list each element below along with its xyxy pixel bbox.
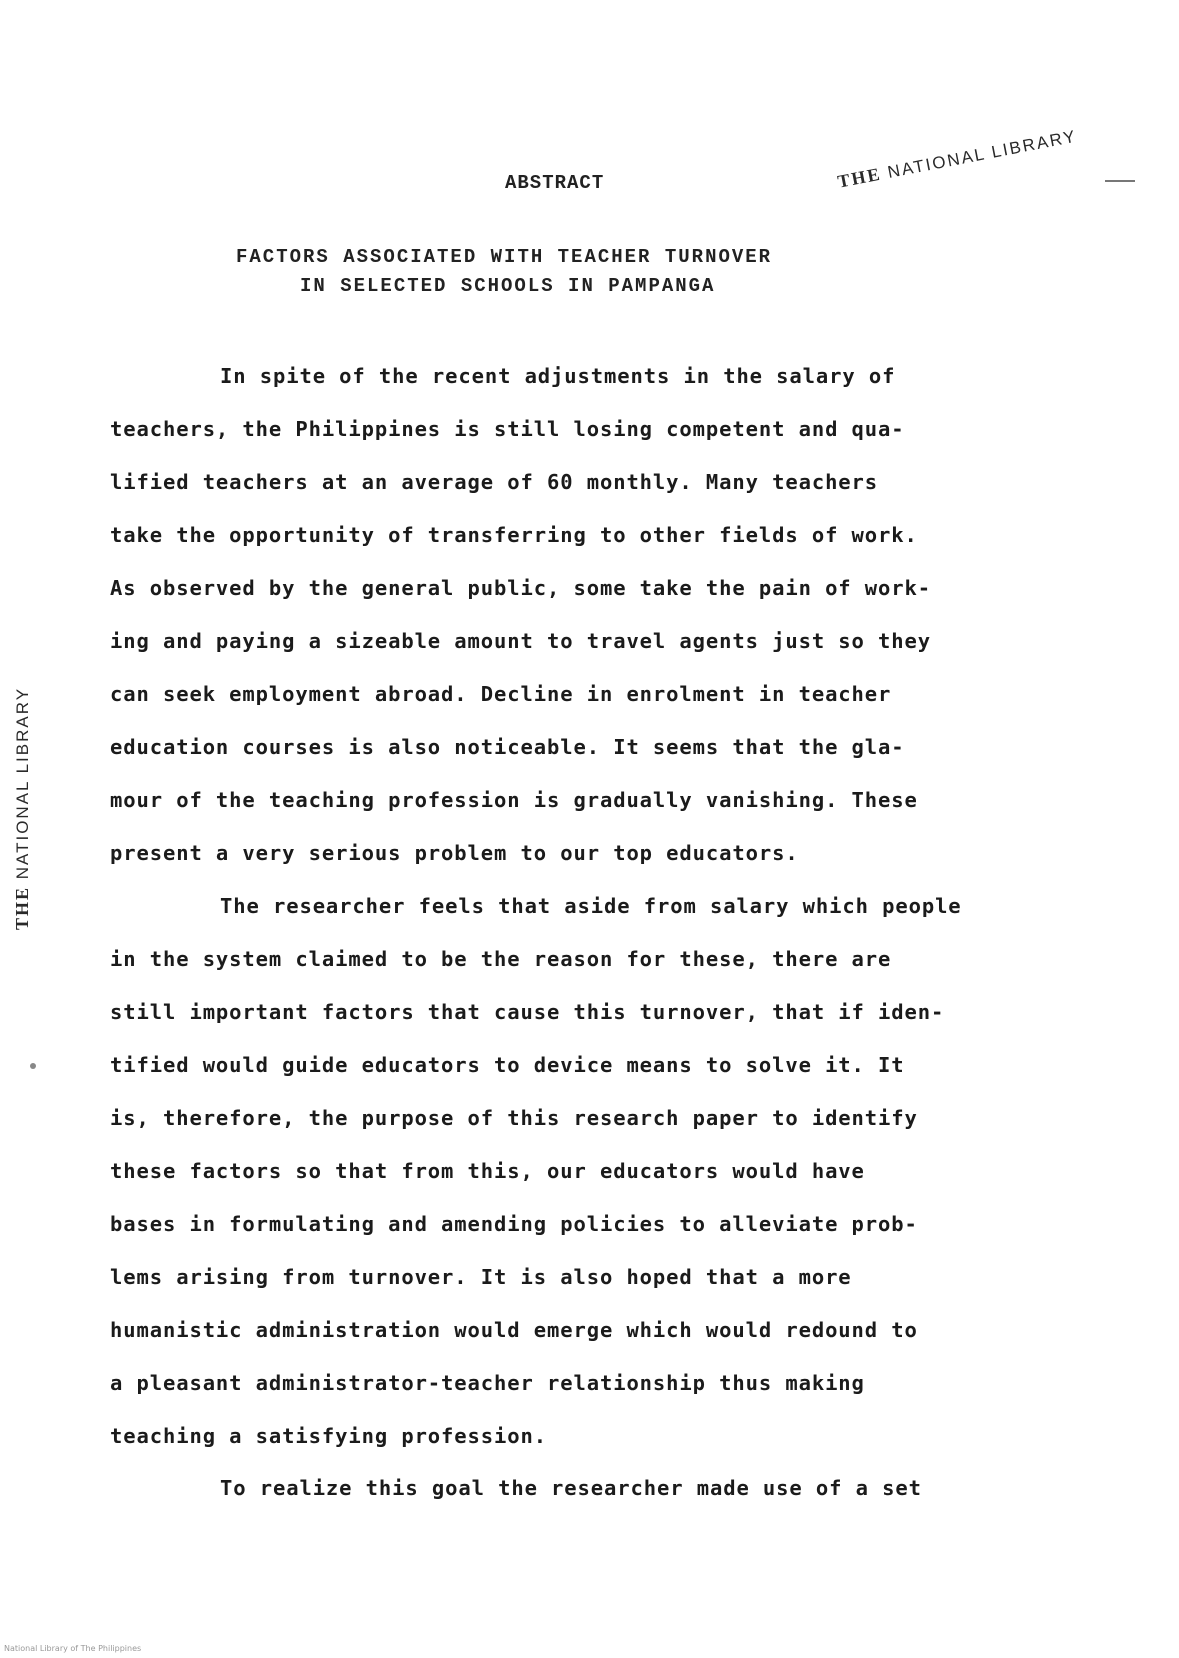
title-line: FACTORS ASSOCIATED WITH TEACHER TURNOVER <box>236 246 773 268</box>
text-line: bases in formulating and amending policies to alleviate prob- <box>110 1212 918 1236</box>
paragraph-3 <box>110 1462 1120 1515</box>
section-heading: ABSTRACT <box>505 172 605 194</box>
text-line: tified would guide educators to device means to solve it. It <box>110 1053 905 1077</box>
text-line: take the opportunity of transferring to other fields of work. <box>110 523 918 547</box>
stamp-text: NATIONAL LIBRARY <box>886 126 1079 182</box>
paragraph-2 <box>110 880 1120 1463</box>
text-line: present a very serious problem to our top educators. <box>110 841 799 865</box>
text-line: still important factors that cause this turnover, that if iden- <box>110 1000 945 1024</box>
text-line: To realize this goal the researcher made use of a set <box>220 1476 922 1500</box>
text-line: is, therefore, the purpose of this research paper to identify <box>110 1106 918 1130</box>
text-line: As observed by the general public, some take the pain of work- <box>110 576 932 600</box>
text-line: these factors so that from this, our educators would have <box>110 1159 865 1183</box>
scan-footer: National Library of The Philippines <box>4 1644 142 1653</box>
library-stamp-top <box>836 126 1079 193</box>
stamp-lead: THE <box>12 885 32 930</box>
text-line: ing and paying a sizeable amount to travel agents just so they <box>110 629 932 653</box>
text-line: teachers, the Philippines is still losing competent and qua- <box>110 417 905 441</box>
margin-dash-mark <box>1105 180 1135 182</box>
stamp-text: NATIONAL LIBRARY <box>13 686 32 880</box>
text-line: a pleasant administrator-teacher relationship thus making <box>110 1371 865 1395</box>
library-stamp-left <box>12 687 33 930</box>
text-line: lified teachers at an average of 60 monthly. Many teachers <box>110 470 879 494</box>
text-line: humanistic administration would emerge which would redound to <box>110 1318 918 1342</box>
text-line: The researcher feels that aside from salary which people <box>220 894 962 918</box>
text-line: can seek employment abroad. Decline in enrolment in teacher <box>110 682 892 706</box>
text-line: education courses is also noticeable. It seems that the gla- <box>110 735 905 759</box>
text-line: In spite of the recent adjustments in the salary of <box>220 364 896 388</box>
text-line: lems arising from turnover. It is also hoped that a more <box>110 1265 852 1289</box>
text-line: in the system claimed to be the reason for these, there are <box>110 947 892 971</box>
title-line: IN SELECTED SCHOOLS IN PAMPANGA <box>300 275 716 297</box>
paragraph-1 <box>110 350 1120 880</box>
stamp-lead: THE <box>836 163 884 192</box>
margin-dot-mark <box>30 1063 36 1069</box>
text-line: mour of the teaching profession is gradually vanishing. These <box>110 788 918 812</box>
text-line: teaching a satisfying profession. <box>110 1424 547 1448</box>
